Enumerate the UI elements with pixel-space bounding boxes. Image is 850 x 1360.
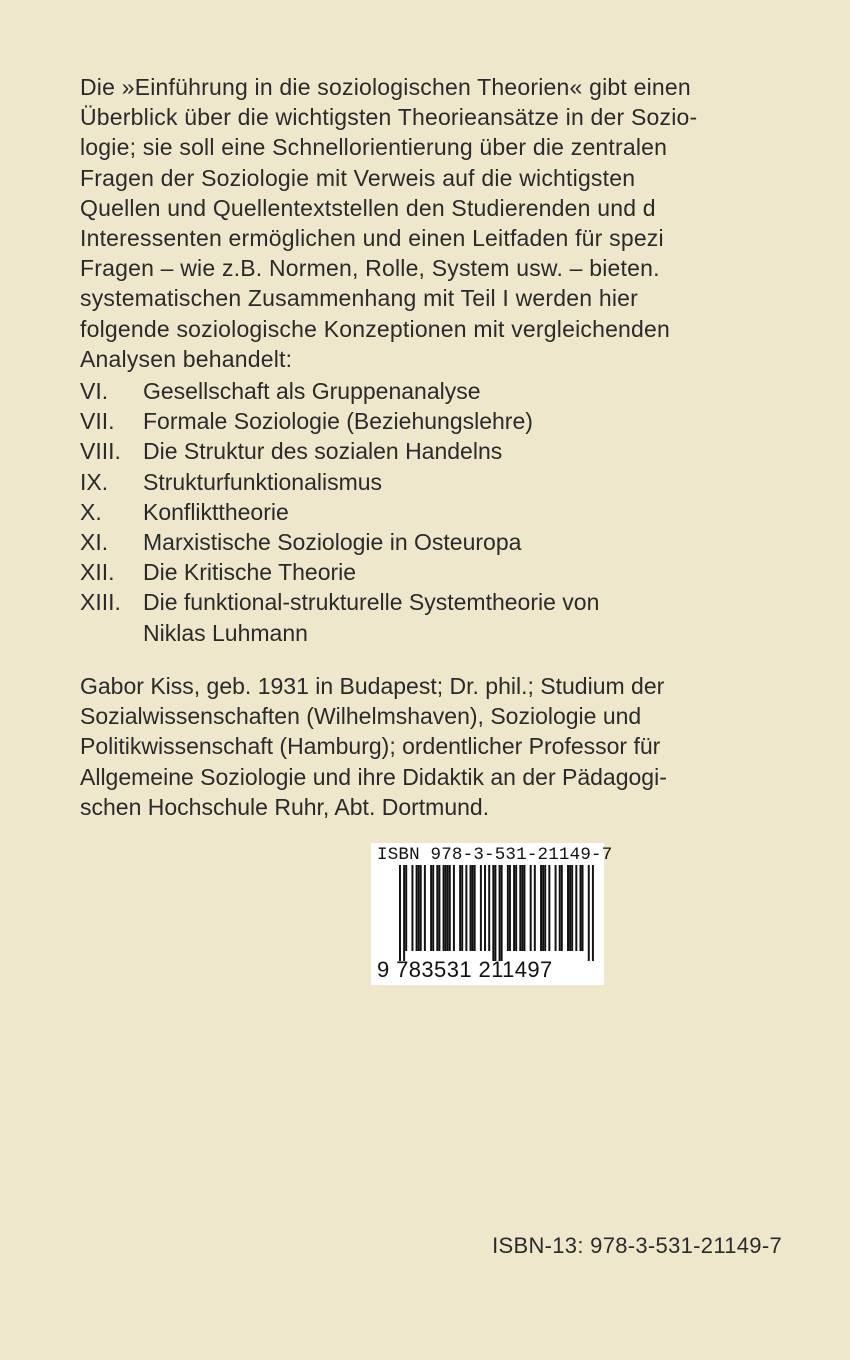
chapter-title: Marxistische Soziologie in Osteuropa — [143, 528, 522, 555]
chapter-title: Konflikttheorie — [143, 498, 289, 525]
barcode-bar — [521, 865, 523, 951]
barcode-bar — [534, 865, 536, 951]
barcode-bar — [474, 865, 476, 951]
description-line: systematischen Zusammenhang mit Teil I werden hier — [80, 285, 638, 312]
barcode-bar — [513, 865, 515, 951]
chapter-item — [80, 436, 800, 466]
chapter-item-continuation — [80, 618, 800, 648]
barcode-bar — [438, 865, 440, 951]
barcode-bar — [443, 865, 445, 951]
barcode-bar — [507, 865, 509, 951]
barcode-bar — [418, 865, 420, 951]
barcode-bar — [567, 865, 569, 951]
chapter-title-continuation: Niklas Luhmann — [143, 619, 308, 646]
barcode-bar — [430, 865, 432, 951]
barcode — [371, 843, 613, 985]
description-line: Überblick über die wichtigsten Theorieansätze in der Sozio- — [80, 104, 698, 131]
description-line: Interessenten ermöglichen und einen Leitfaden für spezi — [80, 225, 664, 252]
chapter-title: Die Struktur des sozialen Handelns — [143, 438, 503, 465]
barcode-bar — [530, 865, 532, 951]
chapter-number: VII. — [80, 408, 115, 435]
barcode-bar — [544, 865, 546, 951]
barcode-bar — [509, 865, 511, 951]
barcode-bar — [548, 865, 550, 951]
barcode-bar — [447, 865, 449, 951]
barcode-bar — [582, 865, 584, 951]
barcode-bar — [575, 865, 577, 951]
barcode-bar — [559, 865, 561, 951]
barcode-bar — [561, 865, 563, 951]
barcode-bar — [445, 865, 447, 951]
barcode-bar — [484, 865, 486, 951]
chapter-number: X. — [80, 498, 102, 525]
chapter-number: IX. — [80, 468, 109, 495]
barcode-bar — [494, 865, 496, 961]
author-bio-line: schen Hochschule Ruhr, Abt. Dortmund. — [80, 793, 490, 820]
chapter-title: Formale Soziologie (Beziehungslehre) — [143, 408, 533, 435]
barcode-digits: 9 783531 211497 — [377, 957, 553, 982]
barcode-bar — [588, 865, 590, 961]
barcode-bar — [480, 865, 482, 951]
barcode-bar — [472, 865, 474, 951]
author-bio-line: Politikwissenschaft (Hamburg); ordentlicher Professor für — [80, 733, 661, 760]
barcode-bar — [459, 865, 461, 951]
author-bio-line: Allgemeine Soziologie und ihre Didaktik an der Pädagogi- — [80, 763, 667, 790]
chapter-item — [80, 527, 800, 557]
barcode-bar — [488, 865, 490, 951]
barcode-bar — [420, 865, 422, 951]
chapter-item — [80, 406, 800, 436]
barcode-bar — [571, 865, 573, 951]
chapter-number: VI. — [80, 378, 109, 404]
barcode-bar — [465, 865, 467, 951]
chapter-item — [80, 587, 800, 617]
description-line: logie; sie soll eine Schnellorientierung über die zentralen — [80, 134, 668, 161]
author-bio-line: Gabor Kiss, geb. 1931 in Budapest; Dr. phil.; Studium der — [80, 673, 665, 699]
barcode-bar — [432, 865, 434, 951]
description-line: folgende soziologische Konzeptionen mit vergleichenden — [80, 315, 671, 342]
author-bio — [80, 671, 800, 822]
barcode-bar — [405, 865, 407, 951]
barcode-bar — [542, 865, 544, 951]
barcode-bar — [579, 865, 581, 951]
barcode-bar — [519, 865, 521, 951]
barcode-bar — [411, 865, 413, 951]
author-bio-line: Sozialwissenschaften (Wilhelmshaven), Soziologie und — [80, 703, 642, 730]
chapter-item — [80, 557, 800, 587]
barcode-bar — [403, 865, 405, 961]
barcode-isbn-label: ISBN 978-3-531-21149-7 — [377, 845, 613, 865]
chapter-title: Die Kritische Theorie — [143, 559, 357, 586]
chapter-number: XI. — [80, 528, 109, 555]
chapter-list — [80, 376, 800, 648]
chapter-item — [80, 376, 800, 406]
barcode-bar — [592, 865, 594, 961]
chapter-number: XIII. — [80, 589, 121, 616]
chapter-item — [80, 467, 800, 497]
description-line: Die »Einführung in die soziologischen Theorien« gibt einen — [80, 74, 691, 100]
chapter-item — [80, 497, 800, 527]
barcode-bar — [399, 865, 401, 961]
barcode-bar — [492, 865, 494, 961]
barcode-bar — [470, 865, 472, 951]
chapter-number: VIII. — [80, 438, 121, 465]
barcode-bar — [436, 865, 438, 951]
barcode-bar — [515, 865, 517, 951]
barcode-bar — [555, 865, 557, 951]
barcode-bar — [416, 865, 418, 951]
barcode-bar — [453, 865, 455, 951]
barcode-bar — [569, 865, 571, 951]
barcode-bar — [499, 865, 501, 961]
barcode-bar — [424, 865, 426, 951]
chapter-title: Gesellschaft als Gruppenanalyse — [143, 378, 481, 404]
isbn13-label: ISBN-13: 978-3-531-21149-7 — [492, 1233, 782, 1258]
barcode-bar — [449, 865, 451, 951]
barcode-bar — [523, 865, 525, 951]
description-line: Fragen – wie z.B. Normen, Rolle, System usw. – bieten. — [80, 255, 660, 282]
description-text — [80, 72, 800, 374]
chapter-title: Strukturfunktionalismus — [143, 468, 383, 495]
description-line: Analysen behandelt: — [80, 345, 293, 372]
chapter-number: XII. — [80, 559, 115, 586]
description-line: Quellen und Quellentextstellen den Studierenden und d — [80, 194, 656, 221]
chapter-title: Die funktional-strukturelle Systemtheorie von — [143, 589, 600, 616]
description-line: Fragen der Soziologie mit Verweis auf die wichtigsten — [80, 164, 636, 191]
barcode-bar — [461, 865, 463, 951]
barcode-bar — [540, 865, 542, 951]
barcode-bar — [501, 865, 503, 961]
